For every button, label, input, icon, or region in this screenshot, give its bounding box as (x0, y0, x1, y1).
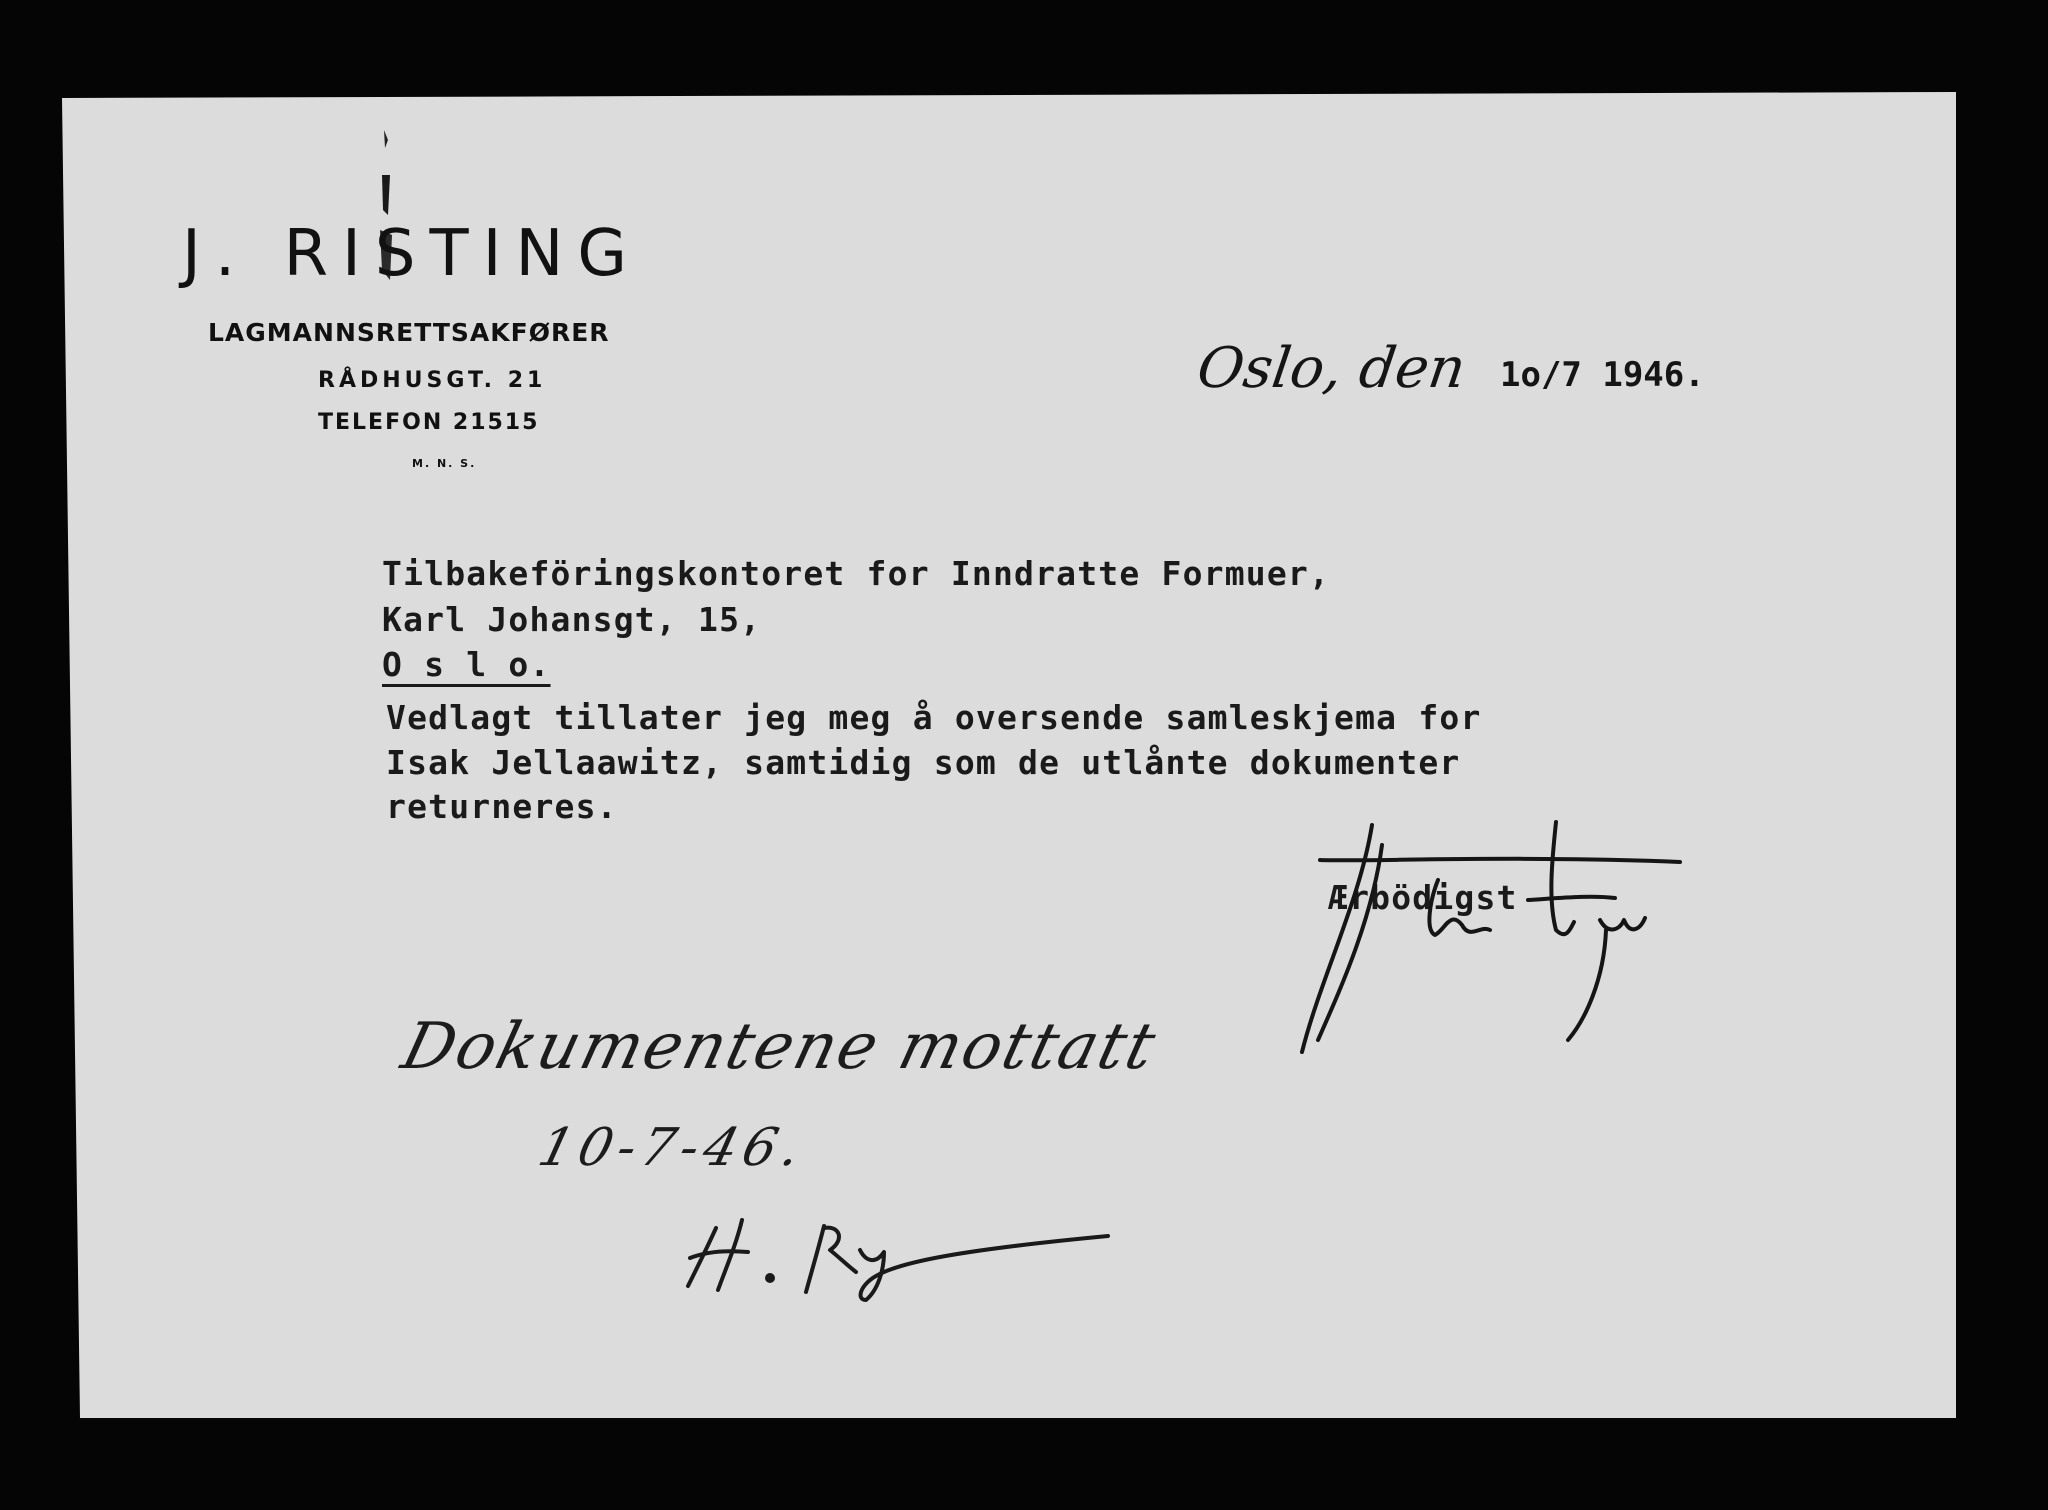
firm-address: RÅDHUSGT. 21 (318, 368, 547, 393)
recipient-line-1: Tilbakeföringskontoret for Inndratte Formuer, (382, 554, 1331, 593)
handwritten-note-line-1: Dokumentene mottatt (394, 1010, 1165, 1084)
recipient-line-3: O s l o. (382, 645, 551, 684)
firm-title: LAGMANNSRETTSAKFØRER (208, 318, 610, 347)
date-place: Oslo, den (1193, 336, 1470, 401)
firm-membership: M. N. S. (412, 457, 477, 470)
date-value: 1o/7 1946. (1500, 355, 1705, 395)
handwritten-note-line-2: 10-7-46. (532, 1118, 813, 1178)
closing: Ærbödigst (1328, 878, 1518, 917)
body-line-2: Isak Jellaawitz, samtidig som de utlånte dokumenter (386, 743, 1461, 782)
body-line-1: Vedlagt tillater jeg meg å oversende samleskjema for (386, 698, 1482, 737)
recipient-line-2: Karl Johansgt, 15, (382, 600, 762, 639)
firm-name: J. RISTING (182, 217, 641, 291)
body-line-3: returneres. (386, 787, 618, 826)
firm-phone: TELEFON 21515 (318, 410, 540, 435)
